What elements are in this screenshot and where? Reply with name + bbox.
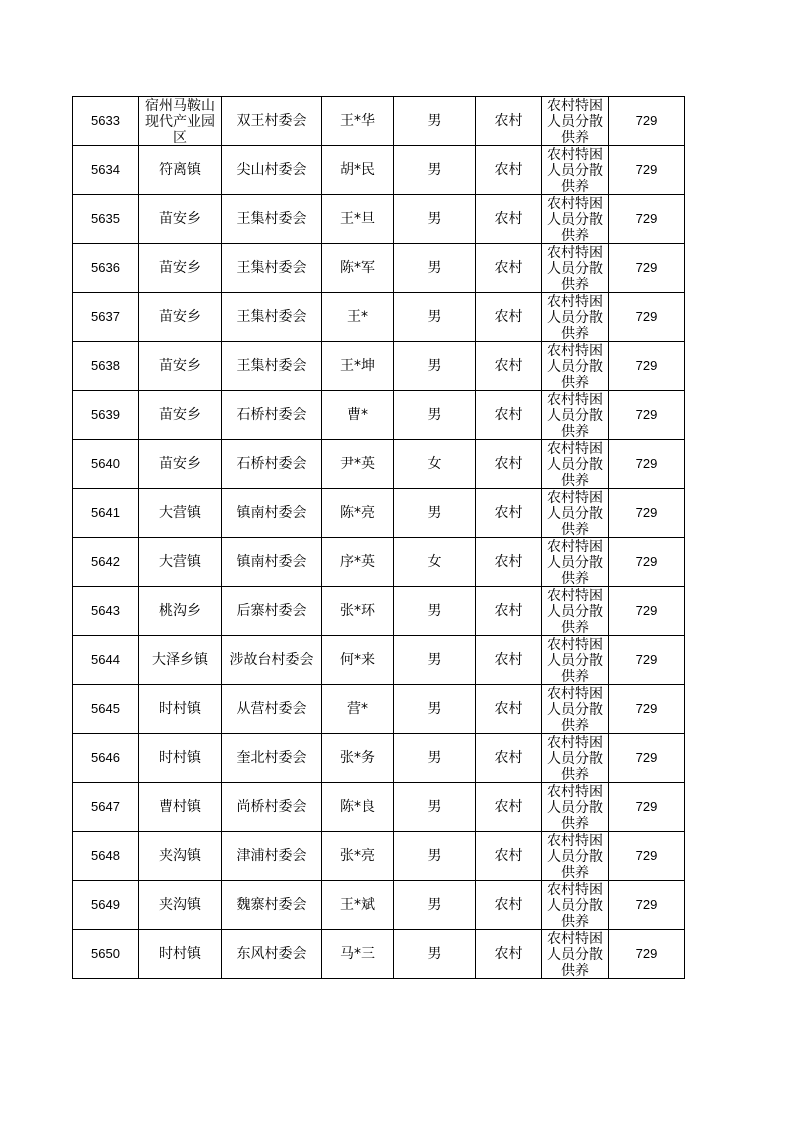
cell-amount: 729: [609, 538, 685, 587]
cell-type: [542, 636, 609, 685]
cell-type-line: 农村特困: [547, 392, 603, 408]
cell-type: [542, 930, 609, 979]
cell-gender: 男: [394, 636, 476, 685]
cell-town: 大泽乡镇: [139, 636, 222, 685]
cell-area: 农村: [476, 783, 542, 832]
cell-village: 尚桥村委会: [222, 783, 322, 832]
cell-area: 农村: [476, 195, 542, 244]
cell-type-line: 农村特困: [547, 882, 603, 898]
cell-gender: 男: [394, 832, 476, 881]
cell-type: [542, 97, 609, 146]
cell-type: [542, 244, 609, 293]
cell-amount: 729: [609, 734, 685, 783]
cell-town: 苗安乡: [139, 342, 222, 391]
cell-name: 王*斌: [322, 881, 394, 930]
cell-area: 农村: [476, 97, 542, 146]
cell-name: 王*坤: [322, 342, 394, 391]
cell-no: 5634: [73, 146, 139, 195]
cell-type-line: 供养: [561, 277, 589, 292]
cell-name: 王*旦: [322, 195, 394, 244]
cell-village: 后寨村委会: [222, 587, 322, 636]
cell-type-line: 供养: [561, 228, 589, 243]
cell-area: 农村: [476, 489, 542, 538]
cell-amount: 729: [609, 195, 685, 244]
cell-type-line: 农村特困: [547, 490, 603, 506]
cell-village: 王集村委会: [222, 293, 322, 342]
cell-no: 5648: [73, 832, 139, 881]
cell-type-line: 农村特困: [547, 343, 603, 359]
cell-area: 农村: [476, 342, 542, 391]
cell-name: 尹*英: [322, 440, 394, 489]
cell-gender: 男: [394, 391, 476, 440]
cell-town: 夹沟镇: [139, 881, 222, 930]
cell-type-line: 人员分散: [547, 947, 603, 963]
cell-town: 大营镇: [139, 489, 222, 538]
cell-area: 农村: [476, 881, 542, 930]
cell-town: 苗安乡: [139, 195, 222, 244]
cell-town-line: 区: [173, 130, 187, 145]
cell-gender: 男: [394, 146, 476, 195]
cell-type-line: 人员分散: [547, 751, 603, 767]
cell-village: 双王村委会: [222, 97, 322, 146]
cell-town: 苗安乡: [139, 244, 222, 293]
cell-type: [542, 293, 609, 342]
cell-type-line: 供养: [561, 718, 589, 733]
cell-village: 奎北村委会: [222, 734, 322, 783]
cell-town: 桃沟乡: [139, 587, 222, 636]
table-body: [73, 97, 685, 979]
cell-name: 何*来: [322, 636, 394, 685]
cell-no: 5633: [73, 97, 139, 146]
cell-village: 从营村委会: [222, 685, 322, 734]
cell-type-line: 农村特困: [547, 588, 603, 604]
cell-village: 津浦村委会: [222, 832, 322, 881]
cell-village: 镇南村委会: [222, 489, 322, 538]
cell-amount: 729: [609, 489, 685, 538]
table-row: [73, 734, 685, 783]
cell-type-line: 农村特困: [547, 196, 603, 212]
cell-type: [542, 391, 609, 440]
cell-amount: 729: [609, 391, 685, 440]
cell-gender: 男: [394, 97, 476, 146]
cell-name: 王*: [322, 293, 394, 342]
cell-no: 5638: [73, 342, 139, 391]
cell-area: 农村: [476, 440, 542, 489]
cell-type: [542, 881, 609, 930]
cell-type-line: 供养: [561, 914, 589, 929]
cell-name: 序*英: [322, 538, 394, 587]
cell-type-line: 供养: [561, 669, 589, 684]
cell-town: [139, 97, 222, 146]
cell-type-line: 农村特困: [547, 441, 603, 457]
cell-amount: 729: [609, 685, 685, 734]
table-row: [73, 636, 685, 685]
records-table: [72, 96, 685, 979]
cell-amount: 729: [609, 930, 685, 979]
cell-gender: 男: [394, 244, 476, 293]
table-row: [73, 783, 685, 832]
cell-type: [542, 685, 609, 734]
cell-type-line: 供养: [561, 816, 589, 831]
cell-type-line: 供养: [561, 522, 589, 537]
table-row: [73, 146, 685, 195]
cell-no: 5635: [73, 195, 139, 244]
cell-gender: 男: [394, 195, 476, 244]
table-row: [73, 244, 685, 293]
cell-type-line: 农村特困: [547, 637, 603, 653]
cell-area: 农村: [476, 685, 542, 734]
cell-area: 农村: [476, 636, 542, 685]
cell-type-line: 人员分散: [547, 898, 603, 914]
cell-amount: 729: [609, 832, 685, 881]
cell-town-line: 宿州马鞍山: [145, 98, 215, 114]
cell-amount: 729: [609, 244, 685, 293]
cell-amount: 729: [609, 146, 685, 195]
cell-type: [542, 489, 609, 538]
cell-no: 5650: [73, 930, 139, 979]
table-row: [73, 391, 685, 440]
cell-type-line: 农村特困: [547, 931, 603, 947]
cell-amount: 729: [609, 440, 685, 489]
cell-village: 石桥村委会: [222, 440, 322, 489]
cell-name: 曹*: [322, 391, 394, 440]
cell-type: [542, 146, 609, 195]
cell-area: 农村: [476, 146, 542, 195]
cell-gender: 男: [394, 783, 476, 832]
table-row: [73, 930, 685, 979]
cell-village: 东风村委会: [222, 930, 322, 979]
cell-village: 王集村委会: [222, 342, 322, 391]
cell-type: [542, 440, 609, 489]
cell-village: 尖山村委会: [222, 146, 322, 195]
cell-type-line: 供养: [561, 865, 589, 880]
cell-amount: 729: [609, 342, 685, 391]
cell-type-line: 人员分散: [547, 702, 603, 718]
cell-no: 5636: [73, 244, 139, 293]
cell-amount: 729: [609, 783, 685, 832]
cell-town: 苗安乡: [139, 391, 222, 440]
cell-name: 陈*良: [322, 783, 394, 832]
table-row: [73, 293, 685, 342]
cell-type-line: 人员分散: [547, 849, 603, 865]
cell-no: 5645: [73, 685, 139, 734]
cell-type-line: 人员分散: [547, 261, 603, 277]
cell-type-line: 供养: [561, 130, 589, 145]
table-row: [73, 587, 685, 636]
cell-gender: 男: [394, 587, 476, 636]
table-row: [73, 538, 685, 587]
cell-gender: 男: [394, 930, 476, 979]
cell-village: 王集村委会: [222, 244, 322, 293]
cell-type: [542, 538, 609, 587]
cell-village: 魏寨村委会: [222, 881, 322, 930]
cell-type-line: 人员分散: [547, 653, 603, 669]
cell-gender: 男: [394, 293, 476, 342]
cell-type-line: 人员分散: [547, 212, 603, 228]
cell-name: 王*华: [322, 97, 394, 146]
cell-gender: 男: [394, 685, 476, 734]
cell-type-line: 供养: [561, 375, 589, 390]
cell-type: [542, 342, 609, 391]
cell-no: 5642: [73, 538, 139, 587]
cell-type-line: 农村特困: [547, 245, 603, 261]
cell-area: 农村: [476, 734, 542, 783]
cell-type-line: 供养: [561, 179, 589, 194]
cell-town: 大营镇: [139, 538, 222, 587]
cell-town: 曹村镇: [139, 783, 222, 832]
table-row: [73, 489, 685, 538]
cell-village: 石桥村委会: [222, 391, 322, 440]
cell-amount: 729: [609, 587, 685, 636]
cell-name: 陈*军: [322, 244, 394, 293]
cell-name: 陈*亮: [322, 489, 394, 538]
cell-type-line: 人员分散: [547, 114, 603, 130]
cell-type-line: 农村特困: [547, 735, 603, 751]
cell-type: [542, 783, 609, 832]
table-row: [73, 685, 685, 734]
cell-type-line: 人员分散: [547, 506, 603, 522]
cell-area: 农村: [476, 930, 542, 979]
cell-village: 王集村委会: [222, 195, 322, 244]
cell-village: 镇南村委会: [222, 538, 322, 587]
cell-town-line: 现代产业园: [145, 114, 215, 130]
cell-area: 农村: [476, 293, 542, 342]
cell-area: 农村: [476, 587, 542, 636]
cell-name: 张*务: [322, 734, 394, 783]
cell-type: [542, 195, 609, 244]
cell-name: 马*三: [322, 930, 394, 979]
cell-type-line: 人员分散: [547, 604, 603, 620]
table-row: [73, 97, 685, 146]
cell-type-line: 人员分散: [547, 800, 603, 816]
cell-type: [542, 832, 609, 881]
cell-town: 夹沟镇: [139, 832, 222, 881]
cell-gender: 男: [394, 881, 476, 930]
cell-gender: 女: [394, 440, 476, 489]
cell-type-line: 供养: [561, 473, 589, 488]
cell-area: 农村: [476, 832, 542, 881]
cell-type-line: 供养: [561, 571, 589, 586]
cell-gender: 女: [394, 538, 476, 587]
cell-amount: 729: [609, 97, 685, 146]
cell-type-line: 供养: [561, 424, 589, 439]
cell-type-line: 人员分散: [547, 310, 603, 326]
cell-area: 农村: [476, 391, 542, 440]
cell-type: [542, 734, 609, 783]
cell-area: 农村: [476, 244, 542, 293]
cell-no: 5647: [73, 783, 139, 832]
cell-amount: 729: [609, 881, 685, 930]
table-row: [73, 881, 685, 930]
cell-type-line: 供养: [561, 620, 589, 635]
cell-no: 5639: [73, 391, 139, 440]
cell-no: 5643: [73, 587, 139, 636]
cell-type-line: 农村特困: [547, 294, 603, 310]
cell-gender: 男: [394, 489, 476, 538]
cell-amount: 729: [609, 293, 685, 342]
cell-type-line: 人员分散: [547, 359, 603, 375]
table-row: [73, 342, 685, 391]
cell-name: 张*环: [322, 587, 394, 636]
cell-no: 5641: [73, 489, 139, 538]
cell-village: 涉故台村委会: [222, 636, 322, 685]
cell-type-line: 人员分散: [547, 555, 603, 571]
table-row: [73, 832, 685, 881]
cell-town: 时村镇: [139, 685, 222, 734]
cell-name: 胡*民: [322, 146, 394, 195]
cell-gender: 男: [394, 734, 476, 783]
cell-town: 苗安乡: [139, 440, 222, 489]
table-row: [73, 195, 685, 244]
cell-town: 时村镇: [139, 930, 222, 979]
cell-type-line: 供养: [561, 767, 589, 782]
cell-gender: 男: [394, 342, 476, 391]
cell-no: 5637: [73, 293, 139, 342]
cell-type-line: 农村特困: [547, 833, 603, 849]
cell-type-line: 农村特困: [547, 686, 603, 702]
cell-type-line: 农村特困: [547, 784, 603, 800]
cell-type-line: 供养: [561, 326, 589, 341]
cell-name: 营*: [322, 685, 394, 734]
cell-type-line: 农村特困: [547, 147, 603, 163]
cell-type-line: 农村特困: [547, 98, 603, 114]
cell-town: 苗安乡: [139, 293, 222, 342]
cell-amount: 729: [609, 636, 685, 685]
cell-no: 5646: [73, 734, 139, 783]
cell-name: 张*亮: [322, 832, 394, 881]
cell-no: 5644: [73, 636, 139, 685]
cell-no: 5640: [73, 440, 139, 489]
cell-type-line: 人员分散: [547, 457, 603, 473]
cell-type-line: 人员分散: [547, 408, 603, 424]
cell-type-line: 农村特困: [547, 539, 603, 555]
table-row: [73, 440, 685, 489]
cell-town: 符离镇: [139, 146, 222, 195]
cell-type-line: 供养: [561, 963, 589, 978]
cell-type: [542, 587, 609, 636]
cell-town: 时村镇: [139, 734, 222, 783]
cell-area: 农村: [476, 538, 542, 587]
cell-no: 5649: [73, 881, 139, 930]
cell-type-line: 人员分散: [547, 163, 603, 179]
